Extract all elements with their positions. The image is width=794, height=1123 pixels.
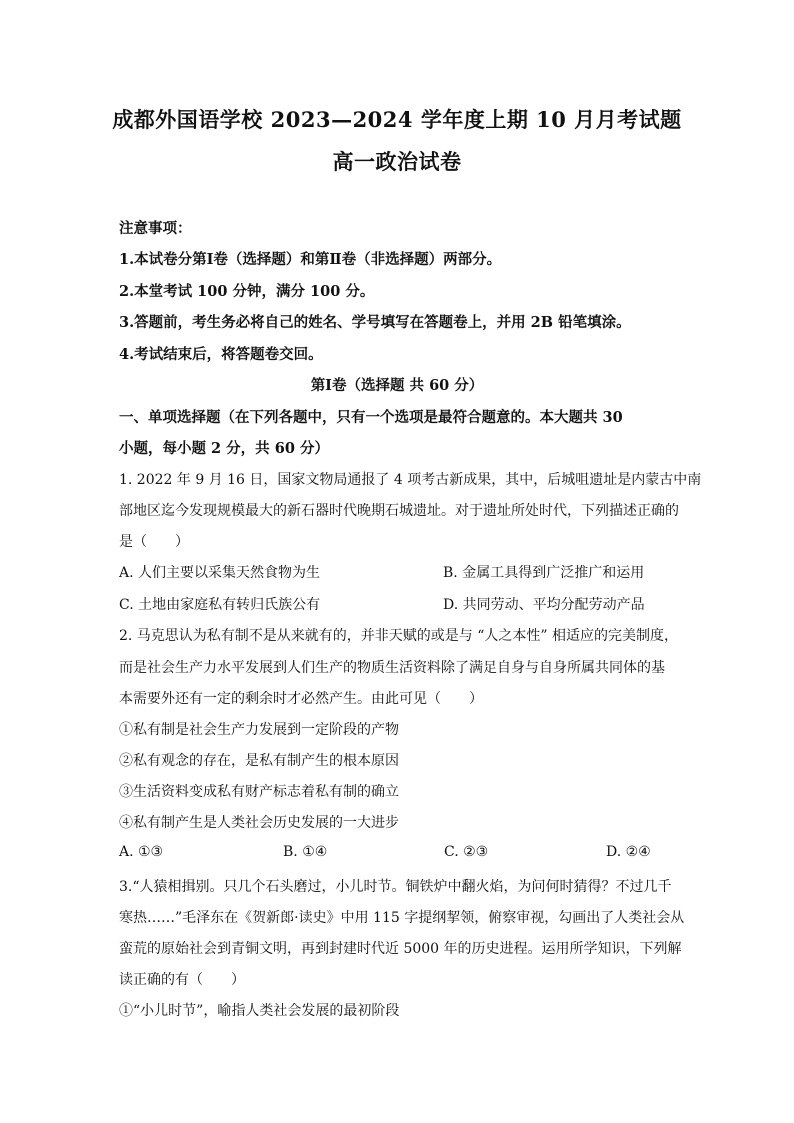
section-instruction: 小题，每小题 2 分，共 60 分） [119, 440, 329, 457]
question-3-stem: 读正确的有（ ） [119, 972, 245, 988]
section-title: 第Ⅰ卷（选择题 共 60 分） [310, 377, 484, 394]
question-3-stem: 寒热……”毛泽东在《贺新郎·读史》中用 115 字提纲挈领，俯察审视，勾画出了人类社会从 [119, 910, 685, 926]
question-1-stem: 部地区迄今发现规模最大的新石器时代晚期石城遗址。对于遗址所处时代，下列描述正确的 [119, 503, 679, 519]
question-1-option-c: C. 土地由家庭私有转归氏族公有 [119, 597, 321, 613]
question-2-stem: 而是社会生产力水平发展到人们生产的物质生活资料除了满足自身与自身所属共同体的基 [119, 660, 665, 676]
question-1-option-d: D. 共同劳动、平均分配劳动产品 [443, 597, 645, 613]
question-2-option-b: B. ①④ [283, 844, 328, 860]
question-2-statement: ①私有制是社会生产力发展到一定阶段的产物 [119, 722, 399, 738]
question-2-statement: ④私有制产生是人类社会历史发展的一大进步 [119, 815, 399, 831]
exam-subtitle: 高一政治试卷 [332, 149, 462, 174]
question-2-option-d: D. ②④ [606, 844, 651, 860]
question-2-stem: 2. 马克思认为私有制不是从来就有的，并非天赋的或是与 “人之本性” 相适应的完美制度， [119, 628, 679, 644]
question-2-stem: 本需要外还有一定的剩余时才必然产生。由此可见（ ） [119, 691, 483, 707]
question-2-option-c: C. ②③ [444, 844, 489, 860]
question-2-statement: ③生活资料变成私有财产标志着私有制的确立 [119, 784, 399, 800]
question-1-stem: 是（ ） [119, 534, 189, 550]
note-item: 2.本堂考试 100 分钟，满分 100 分。 [119, 283, 375, 300]
question-2-statement: ②私有观念的存在，是私有制产生的根本原因 [119, 753, 399, 769]
question-3-stem: 3.“人猿相揖别。只几个石头磨过，小儿时节。铜铁炉中翻火焰，为问何时猜得？不过几千 [119, 879, 672, 895]
note-item: 4.考试结束后，将答题卷交回。 [119, 346, 323, 363]
exam-title: 成都外国语学校 2023—2024 学年度上期 10 月月考试题 [112, 107, 682, 132]
question-3-statement: ①“小儿时节”，喻指人类社会发展的最初阶段 [119, 1003, 400, 1019]
section-instruction: 一、单项选择题（在下列各题中，只有一个选项是最符合题意的。本大题共 30 [119, 409, 623, 426]
notes-heading: 注意事项： [119, 220, 192, 237]
question-3-stem: 蛮荒的原始社会到青铜文明，再到封建时代近 5000 年的历史进程。运用所学知识，下列解 [119, 941, 682, 957]
question-1-stem: 1. 2022 年 9 月 16 日，国家文物局通报了 4 项考古新成果，其中，后城咀遗址是内蒙古中南 [119, 472, 702, 488]
question-1-option-b: B. 金属工具得到广泛推广和运用 [443, 565, 645, 581]
question-1-option-a: A. 人们主要以采集天然食物为生 [119, 565, 321, 581]
question-2-option-a: A. ①③ [119, 844, 164, 860]
note-item: 3.答题前，考生务必将自己的姓名、学号填写在答题卷上，并用 2B 铅笔填涂。 [119, 314, 631, 331]
note-item: 1.本试卷分第Ⅰ卷（选择题）和第Ⅱ卷（非选择题）两部分。 [119, 251, 502, 268]
